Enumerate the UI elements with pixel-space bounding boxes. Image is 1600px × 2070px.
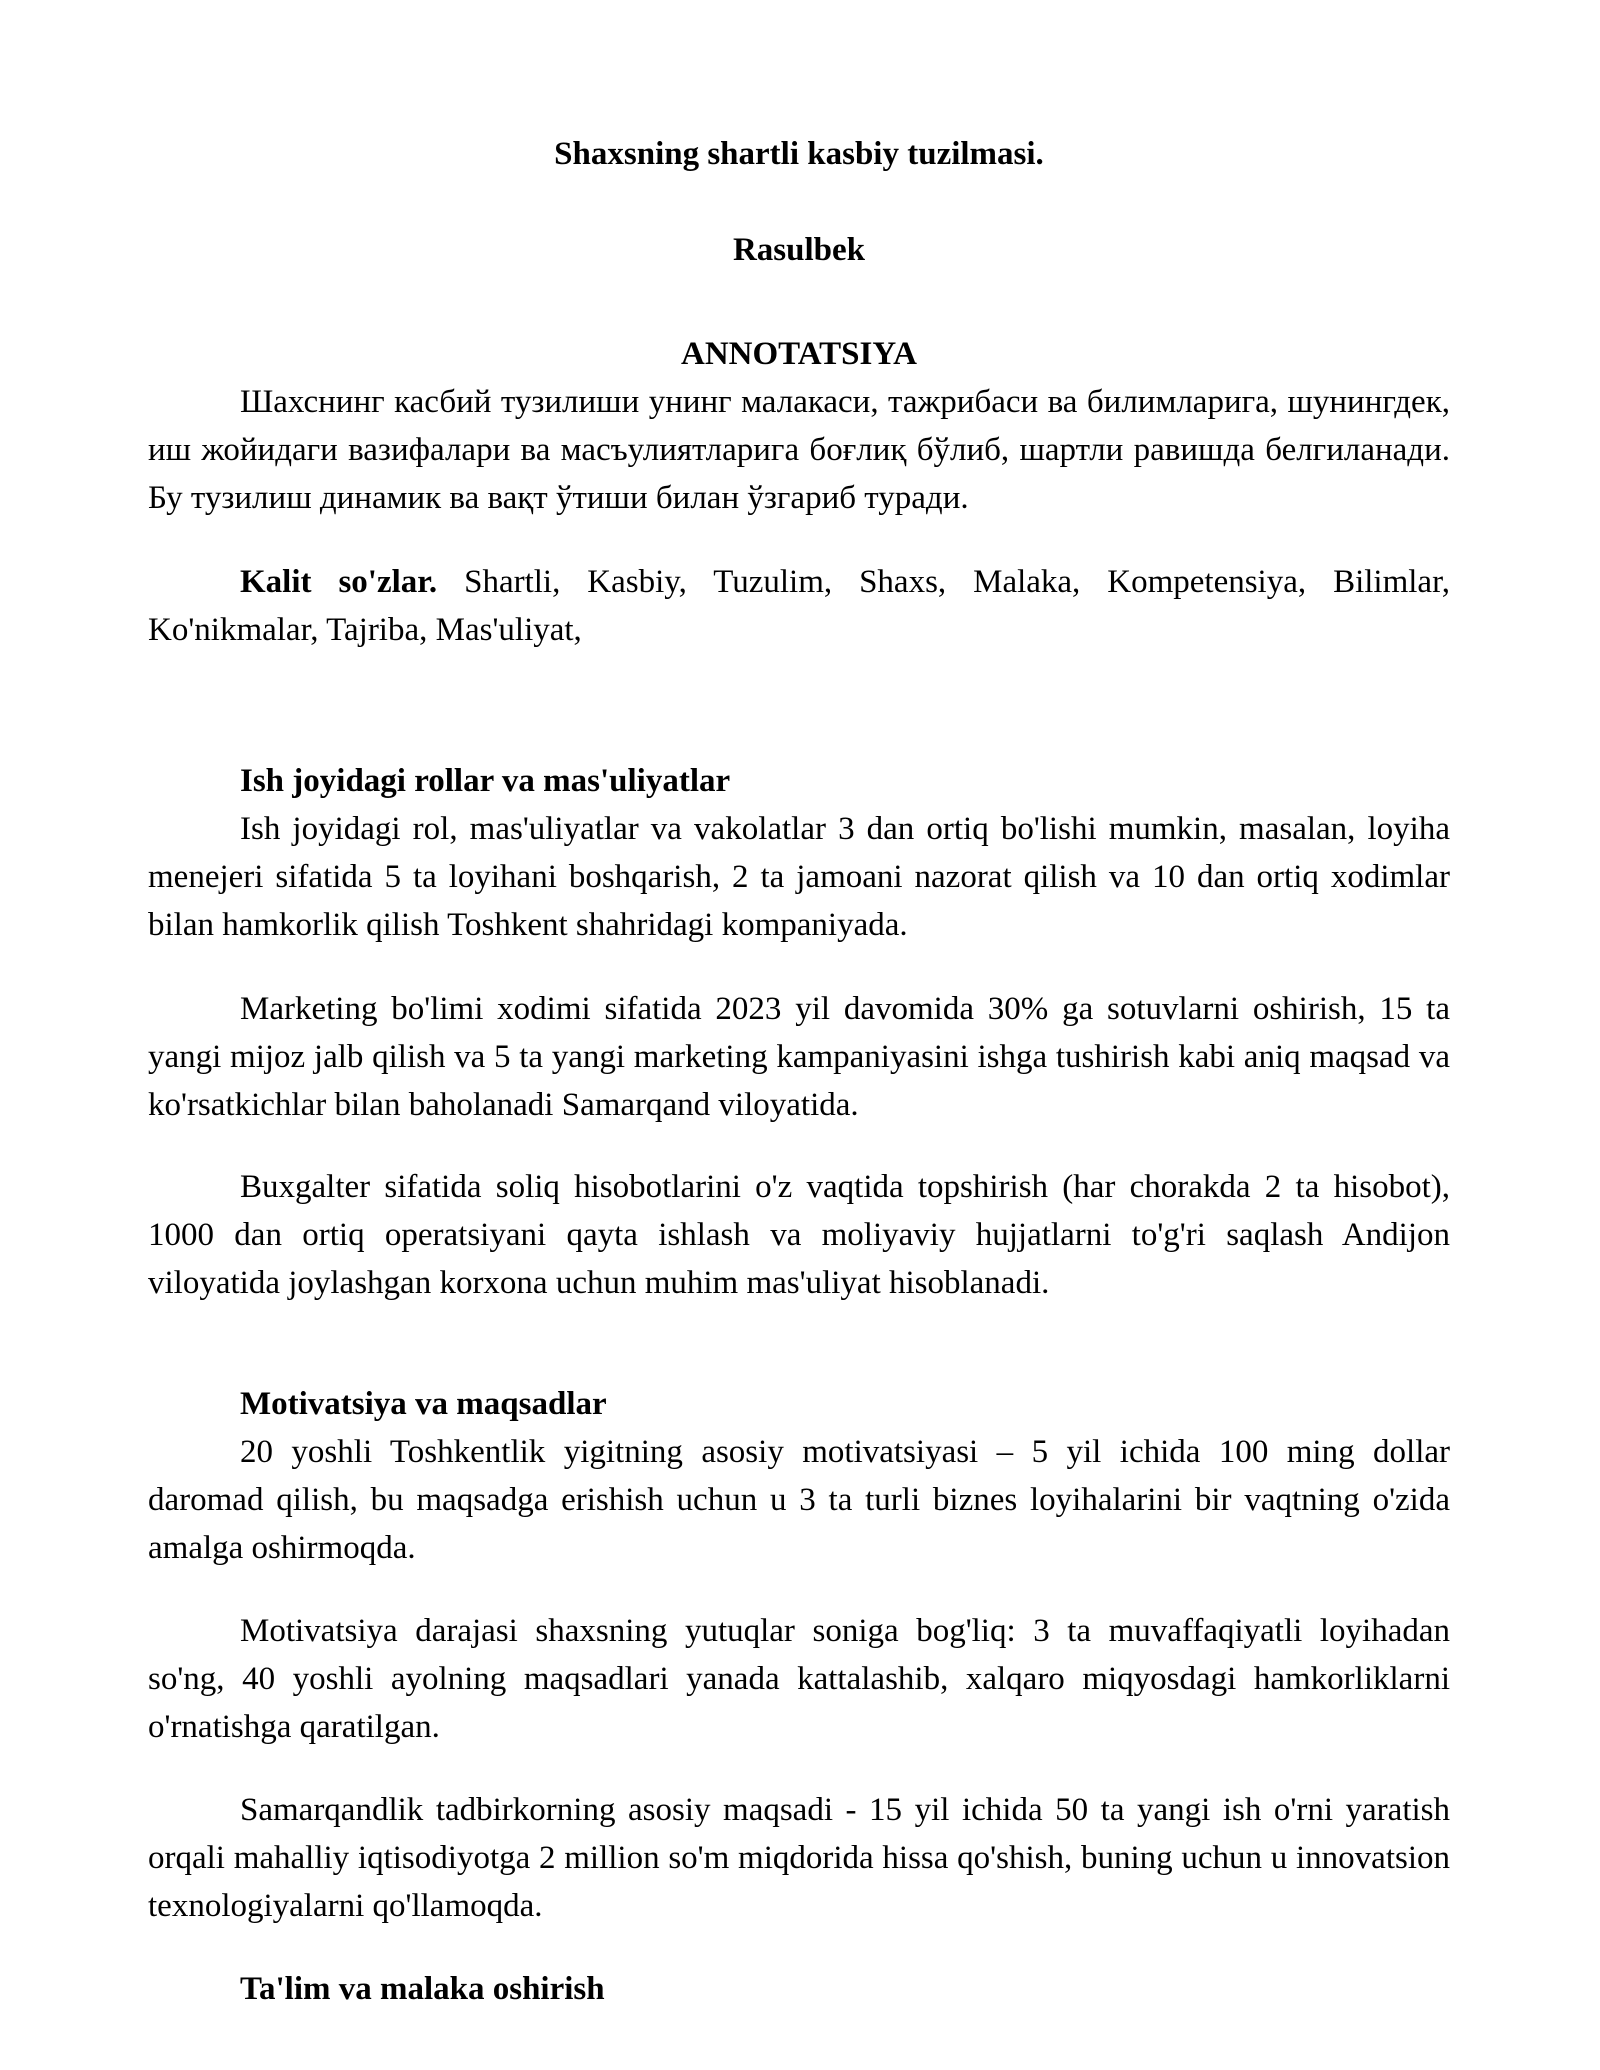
section-heading-education: Ta'lim va malaka oshirish xyxy=(240,1971,605,2007)
annotation-paragraph: Шахснинг касбий тузилиши унинг малакаси, тажрибаси ва билимларига, шунингдек, иш жойидаги вазифалари ва масъулиятларига боғлиқ бўлиб, шартли равишда белгиланади. Бу тузилиш динамик ва вақт ўтиши билан ўзгариб туради. xyxy=(148,384,1450,516)
motivation-paragraph-3: Samarqandlik tadbirkorning asosiy maqsadi - 15 yil ichida 50 ta yangi ish o'rni yaratish orqali mahalliy iqtisodiyotga 2 million so'm miqdorida hissa qo'shish, buning uchun u innovatsion texnologiyalarni qo'llamoqda. xyxy=(148,1792,1450,1924)
motivation-paragraph-2: Motivatsiya darajasi shaxsning yutuqlar soniga bog'liq: 3 ta muvaffaqiyatli loyihadan so'ng, 40 yoshli ayolning maqsadlari yanada kattalashib, xalqaro miqyosdagi hamkorliklarni o'rnatishga qaratilgan. xyxy=(148,1613,1450,1745)
keywords-list: Shartli, Kasbiy, Tuzulim, Shaxs, Malaka, Kompetensiya, Bilimlar, Ko'nikmalar, Tajriba, Mas'uliyat, xyxy=(148,564,1450,648)
section-heading-motivation: Motivatsiya va maqsadlar xyxy=(240,1386,607,1422)
keywords-paragraph xyxy=(148,558,1450,654)
motivation-paragraph-1: 20 yoshli Toshkentlik yigitning asosiy motivatsiyasi – 5 yil ichida 100 ming dollar daromad qilish, bu maqsadga erishish uchun u 3 ta turli biznes loyihalarini bir vaqtning o'zida amalga oshirmoqda. xyxy=(148,1434,1450,1566)
document-title: Shaxsning shartli kasbiy tuzilmasi. xyxy=(554,136,1044,172)
document-author: Rasulbek xyxy=(732,232,866,268)
keywords-label: Kalit so'zlar. xyxy=(240,564,438,600)
roles-paragraph-1: Ish joyidagi rol, mas'uliyatlar va vakolatlar 3 dan ortiq bo'lishi mumkin, masalan, loyiha menejeri sifatida 5 ta loyihani boshqarish, 2 ta jamoani nazorat qilish va 10 dan ortiq xodimlar bilan hamkorlik qilish Toshkent shahridagi kompaniyada. xyxy=(148,811,1450,943)
annotation-heading: ANNOTATSIYA xyxy=(681,336,917,372)
roles-paragraph-2: Marketing bo'limi xodimi sifatida 2023 yil davomida 30% ga sotuvlarni oshirish, 15 ta yangi mijoz jalb qilish va 5 ta yangi marketing kampaniyasini ishga tushirish kabi aniq maqsad va ko'rsatkichlar bilan baholanadi Samarqand viloyatida. xyxy=(148,991,1450,1123)
roles-paragraph-3: Buxgalter sifatida soliq hisobotlarini o'z vaqtida topshirish (har chorakda 2 ta hisobot), 1000 dan ortiq operatsiyani qayta ishlash va moliyaviy hujjatlarni to'g'ri saqlash Andijon viloyatida joylashgan korxona uchun muhim mas'uliyat hisoblanadi. xyxy=(148,1169,1450,1301)
section-heading-roles: Ish joyidagi rollar va mas'uliyatlar xyxy=(240,763,731,799)
